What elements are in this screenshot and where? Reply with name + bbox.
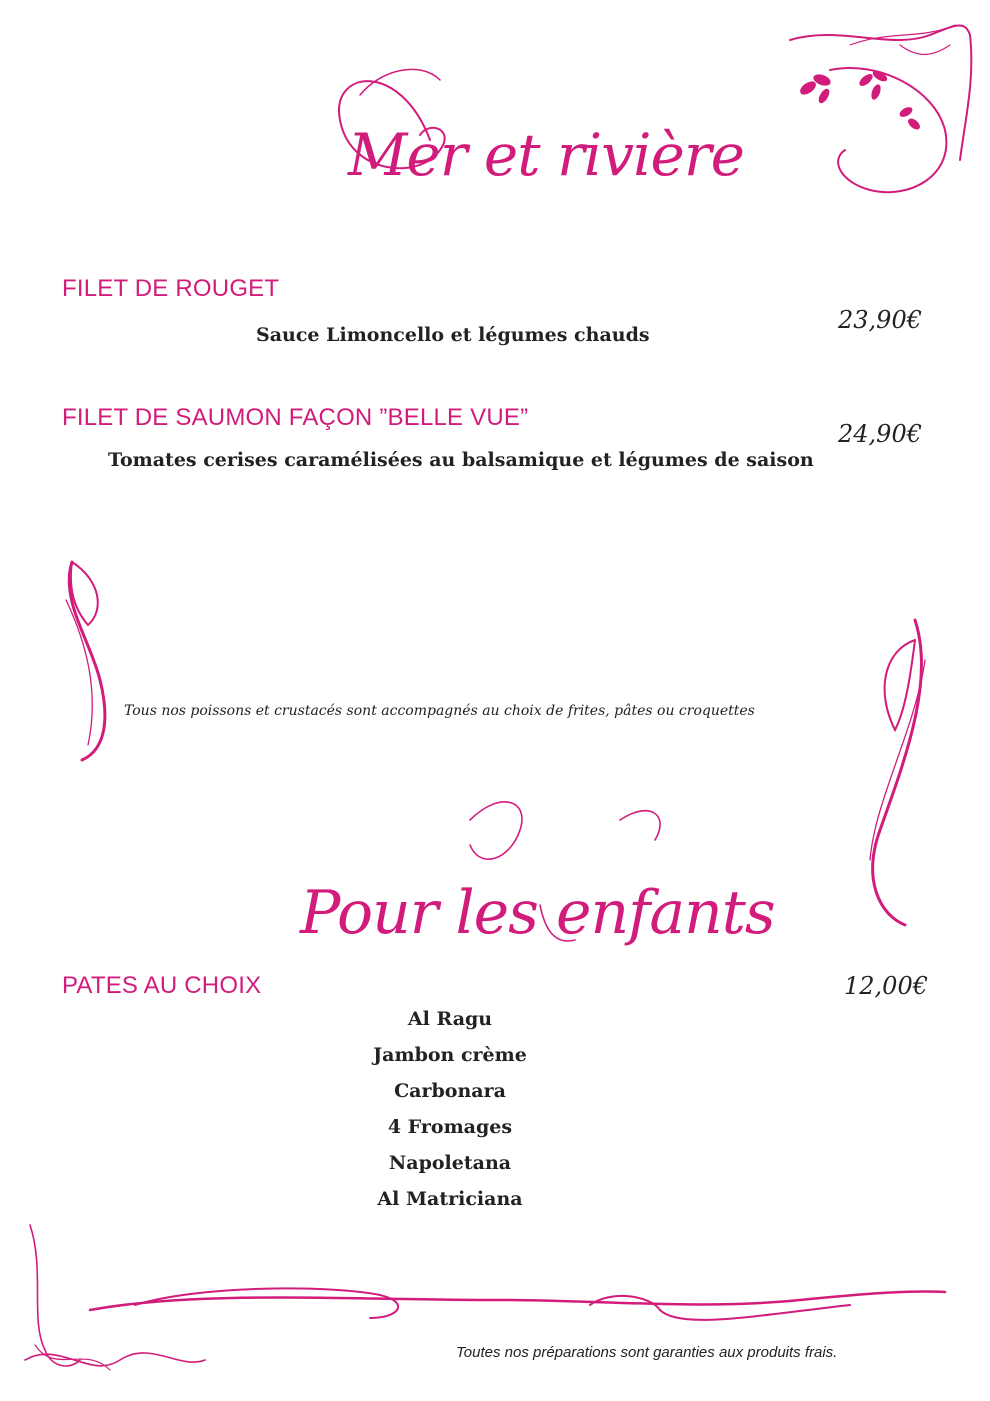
corner-flourish-top-right-icon	[790, 26, 971, 160]
pasta-options-list	[300, 1004, 600, 1220]
section-title-enfants: Pour les enfants	[300, 878, 775, 949]
item-price-rouget: 23,90€	[838, 306, 922, 334]
item-name-rouget: FILET DE ROUGET	[62, 275, 280, 302]
section-title-mer: Mer et rivière	[348, 120, 744, 189]
list-item: Napoletana	[388, 1152, 512, 1174]
item-desc-saumon: Tomates cerises caramélisées au balsamique et légumes de saison	[108, 449, 814, 471]
item-price-saumon: 24,90€	[838, 420, 922, 448]
section-note: Tous nos poissons et crustacés sont accompagnés au choix de frites, pâtes ou croquettes	[124, 703, 755, 719]
item-desc-rouget: Sauce Limoncello et légumes chauds	[256, 324, 650, 346]
bottom-flourish-icon	[90, 1291, 945, 1310]
footer-note: Toutes nos préparations sont garanties aux produits frais.	[456, 1344, 838, 1361]
list-item: Al Matriciana	[377, 1188, 523, 1210]
item-price-pates: 12,00€	[844, 972, 928, 1000]
list-item: Carbonara	[394, 1080, 506, 1102]
swirl-right-icon	[873, 620, 922, 925]
list-item: Al Ragu	[407, 1008, 493, 1030]
title-flourish-2-icon	[470, 802, 522, 859]
list-item: Jambon crème	[373, 1044, 527, 1066]
item-name-saumon: FILET DE SAUMON FAÇON ”BELLE VUE”	[62, 404, 529, 431]
item-name-pates: PATES AU CHOIX	[62, 972, 262, 999]
leaves-icon	[798, 69, 922, 132]
list-item: 4 Fromages	[387, 1116, 513, 1138]
